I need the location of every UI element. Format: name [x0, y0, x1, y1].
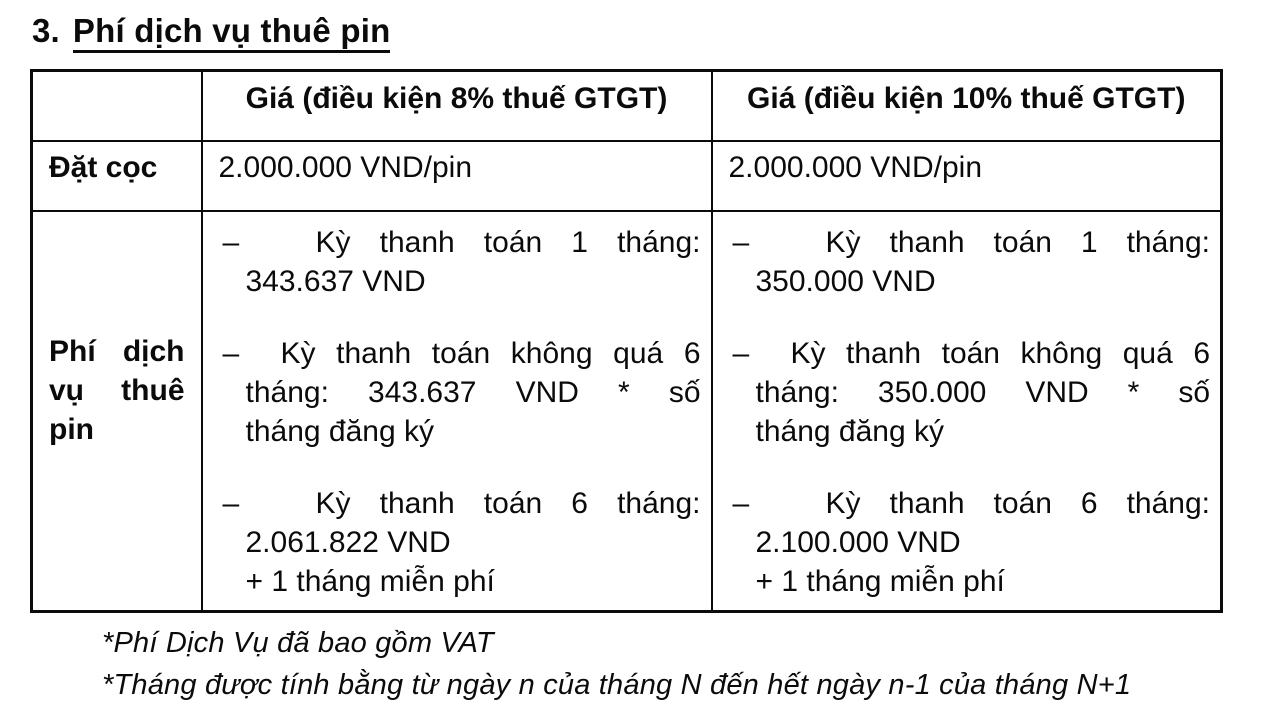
fee-line: Kỳ thanh toán 1 tháng: — [825, 225, 1210, 259]
battery-rental-fee-table — [30, 69, 1223, 613]
header-price-vat10: Giá (điều kiện 10% thuế GTGT) — [712, 71, 1222, 141]
fee-line: 2.100.000 VND — [755, 525, 961, 559]
fee-item-six-month — [223, 484, 701, 601]
title-number: 3. — [32, 12, 60, 49]
header-price-vat8: Giá (điều kiện 8% thuế GTGT) — [202, 71, 712, 141]
title-text: Phí dịch vụ thuê pin — [73, 12, 391, 53]
deposit-label: Đặt cọc — [32, 141, 202, 211]
fee-line: + 1 tháng miễn phí — [245, 564, 495, 598]
service-fee-vat8-cell — [202, 211, 712, 612]
bullet-dash: – — [732, 225, 750, 259]
fee-line: 350.000 VND — [755, 264, 936, 298]
table-header-row — [32, 71, 1222, 141]
deposit-vat10-value: 2.000.000 VND/pin — [712, 141, 1222, 211]
fee-line: tháng đăng ký — [755, 414, 944, 448]
fee-item-six-month — [733, 484, 1211, 601]
bullet-dash: – — [732, 336, 750, 370]
fee-line: tháng: 343.637 VND * số — [245, 375, 701, 409]
bullet-dash: – — [222, 225, 240, 259]
footnotes — [102, 622, 1273, 706]
deposit-row — [32, 141, 1222, 211]
bullet-dash: – — [732, 486, 750, 520]
service-fee-vat10-cell — [712, 211, 1222, 612]
service-fee-row — [32, 211, 1222, 612]
fee-line: 2.061.822 VND — [245, 525, 451, 559]
footnote-month-definition: *Tháng được tính bằng từ ngày n của tháng N đến hết ngày n-1 của tháng N+1 — [102, 669, 1132, 701]
fee-line: Kỳ thanh toán 6 tháng: — [315, 486, 701, 520]
page-title — [32, 10, 1273, 52]
fee-item-multi-month — [223, 334, 701, 451]
bullet-dash: – — [222, 486, 240, 520]
bullet-dash: – — [222, 336, 240, 370]
header-blank-cell — [32, 71, 202, 141]
fee-line: tháng: 350.000 VND * số — [755, 375, 1210, 409]
fee-line: Kỳ thanh toán không quá 6 — [280, 336, 701, 370]
fee-line: + 1 tháng miễn phí — [755, 564, 1005, 598]
fee-line: Kỳ thanh toán 6 tháng: — [825, 486, 1210, 520]
fee-line: 343.637 VND — [245, 264, 426, 298]
service-fee-label: Phí dịch vụ thuê pin — [32, 211, 202, 612]
fee-item-monthly — [733, 223, 1211, 301]
deposit-vat8-value: 2.000.000 VND/pin — [202, 141, 712, 211]
footnote-vat-included: *Phí Dịch Vụ đã bao gồm VAT — [102, 627, 494, 659]
fee-line: Kỳ thanh toán 1 tháng: — [315, 225, 701, 259]
fee-item-monthly — [223, 223, 701, 301]
fee-line: tháng đăng ký — [245, 414, 434, 448]
fee-line: Kỳ thanh toán không quá 6 — [790, 336, 1210, 370]
fee-item-multi-month — [733, 334, 1211, 451]
